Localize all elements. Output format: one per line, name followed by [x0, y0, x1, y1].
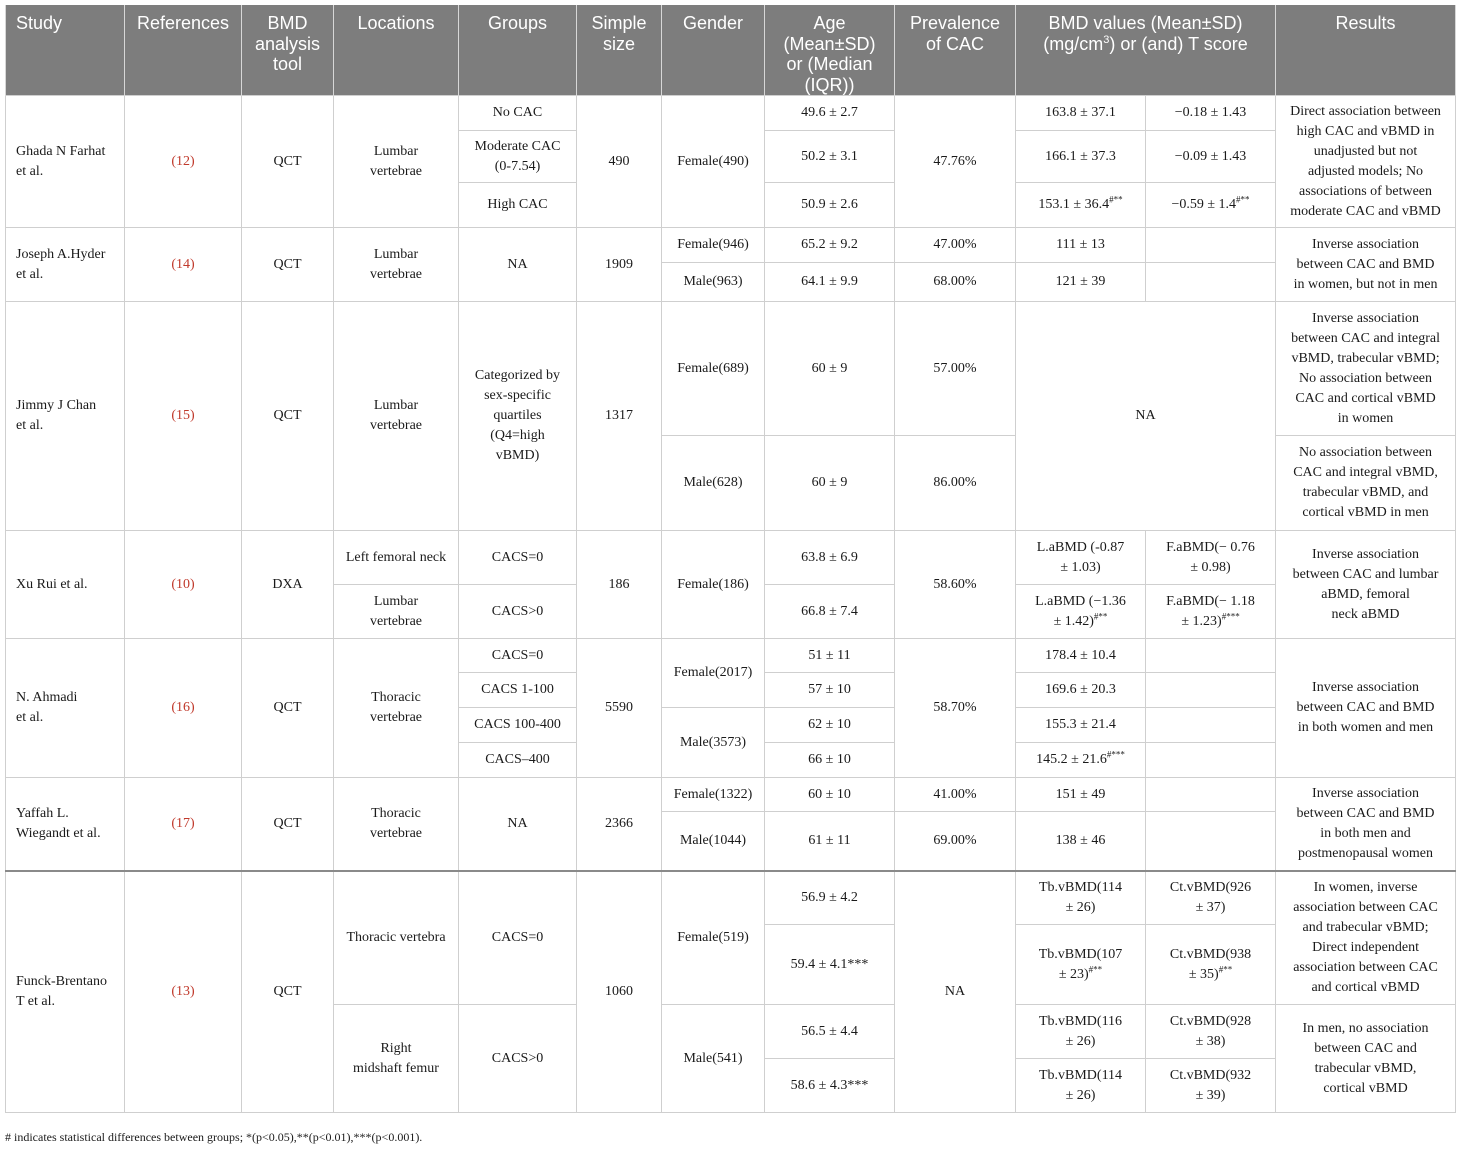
tool-cell: QCT	[242, 228, 334, 302]
group-cell: CACS 100-400	[459, 708, 577, 743]
tool-cell: QCT	[242, 778, 334, 871]
size-cell: 1909	[577, 228, 662, 302]
tscore-cell: Ct.vBMD(928 ± 38)	[1146, 1005, 1276, 1059]
study-cell: Jimmy J Chan et al.	[6, 302, 125, 531]
bmd-cell: 155.3 ± 21.4	[1016, 708, 1146, 743]
col-header-age: Age (Mean±SD) or (Median (IQR))	[765, 5, 895, 96]
location-cell: Thoracic vertebrae	[334, 778, 459, 871]
bmd-cell: 163.8 ± 37.1	[1016, 96, 1146, 131]
group-cell: CACS>0	[459, 585, 577, 639]
tscore-cell: −0.18 ± 1.43	[1146, 96, 1276, 131]
tscore-cell: −0.09 ± 1.43	[1146, 131, 1276, 183]
prevalence-cell: 57.00%	[895, 302, 1016, 436]
reference-link[interactable]: 17	[176, 815, 190, 831]
age-cell: 56.9 ± 4.2	[765, 871, 895, 925]
tscore-cell	[1146, 708, 1276, 743]
bmd-cell: Tb.vBMD(114 ± 26)	[1016, 1059, 1146, 1113]
location-cell: Thoracic vertebra	[334, 871, 459, 1005]
reference-link[interactable]: 15	[176, 408, 190, 423]
result-cell: Inverse association between CAC and BMD in women, but not in men	[1276, 228, 1456, 302]
table-row	[6, 531, 1456, 585]
result-cell: Inverse association between CAC and integral vBMD, trabecular vBMD; No association between CAC and cortical vBMD in women	[1276, 302, 1456, 436]
tool-cell: QCT	[242, 639, 334, 778]
reference-cell: (14)	[125, 228, 242, 302]
location-cell: Thoracic vertebrae	[334, 639, 459, 778]
tscore-cell: Ct.vBMD(926 ± 37)	[1146, 871, 1276, 925]
study-cell: Funck-Brentano T et al.	[6, 871, 125, 1113]
size-cell: 490	[577, 96, 662, 228]
reference-cell: (17)	[125, 778, 242, 871]
age-cell: 65.2 ± 9.2	[765, 228, 895, 263]
table-container	[5, 5, 1455, 1113]
size-cell: 1317	[577, 302, 662, 531]
age-cell: 59.4 ± 4.1***	[765, 925, 895, 1005]
gender-cell: Female(186)	[662, 531, 765, 639]
prevalence-cell: 68.00%	[895, 263, 1016, 302]
prevalence-cell: 58.60%	[895, 531, 1016, 639]
gender-cell: Female(2017)	[662, 639, 765, 708]
age-cell: 56.5 ± 4.4	[765, 1005, 895, 1059]
group-cell: CACS=0	[459, 531, 577, 585]
bmd-cell: 111 ± 13	[1016, 228, 1146, 263]
result-cell: Inverse association between CAC and lumbar aBMD, femoral neck aBMD	[1276, 531, 1456, 639]
tscore-cell: F.aBMD(− 0.76 ± 0.98)	[1146, 531, 1276, 585]
tscore-cell: −0.59 ± 1.4#**	[1146, 183, 1276, 228]
table-row	[6, 639, 1456, 673]
reference-link[interactable]: 16	[176, 700, 190, 715]
gender-cell: Male(628)	[662, 436, 765, 531]
location-cell: Lumbar vertebrae	[334, 228, 459, 302]
tscore-cell: Ct.vBMD(938 ± 35)#**	[1146, 925, 1276, 1005]
result-cell: Inverse association between CAC and BMD in both men and postmenopausal women	[1276, 778, 1456, 871]
gender-cell: Male(3573)	[662, 708, 765, 778]
gender-cell: Female(689)	[662, 302, 765, 436]
group-cell: Categorized by sex-specific quartiles (Q4=high vBMD)	[459, 302, 577, 531]
age-cell: 50.2 ± 3.1	[765, 131, 895, 183]
bmd-cell: Tb.vBMD(114 ± 26)	[1016, 871, 1146, 925]
bmd-cell: 151 ± 49	[1016, 778, 1146, 812]
gender-cell: Female(490)	[662, 96, 765, 228]
col-header-locations: Locations	[334, 5, 459, 96]
header-row	[6, 5, 1456, 96]
prevalence-cell: 86.00%	[895, 436, 1016, 531]
reference-cell: (12)	[125, 96, 242, 228]
age-cell: 51 ± 11	[765, 639, 895, 673]
size-cell: 186	[577, 531, 662, 639]
table-row	[6, 96, 1456, 131]
study-cell: Ghada N Farhat et al.	[6, 96, 125, 228]
tool-cell: QCT	[242, 302, 334, 531]
result-cell: In men, no association between CAC and trabecular vBMD, cortical vBMD	[1276, 1005, 1456, 1113]
gender-cell: Female(519)	[662, 871, 765, 1005]
age-cell: 49.6 ± 2.7	[765, 96, 895, 131]
bmd-cell: Tb.vBMD(107 ± 23)#**	[1016, 925, 1146, 1005]
age-cell: 64.1 ± 9.9	[765, 263, 895, 302]
table-row	[6, 871, 1456, 925]
tscore-cell	[1146, 812, 1276, 871]
bmd-cell: L.aBMD (-0.87 ± 1.03)	[1016, 531, 1146, 585]
reference-cell: (15)	[125, 302, 242, 531]
bmd-cell: 153.1 ± 36.4#**	[1016, 183, 1146, 228]
tscore-cell: F.aBMD(− 1.18 ± 1.23)#***	[1146, 585, 1276, 639]
gender-cell: Male(963)	[662, 263, 765, 302]
bmd-cell: 178.4 ± 10.4	[1016, 639, 1146, 673]
age-cell: 57 ± 10	[765, 673, 895, 708]
location-cell: Left femoral neck	[334, 531, 459, 585]
prevalence-cell: 58.70%	[895, 639, 1016, 778]
tscore-cell	[1146, 673, 1276, 708]
bmd-cell: 138 ± 46	[1016, 812, 1146, 871]
bmd-cell: 166.1 ± 37.3	[1016, 131, 1146, 183]
size-cell: 1060	[577, 871, 662, 1113]
tscore-cell	[1146, 778, 1276, 812]
reference-link[interactable]: 13	[176, 983, 190, 999]
tscore-cell	[1146, 743, 1276, 778]
table-row	[6, 228, 1456, 263]
group-cell: CACS=0	[459, 871, 577, 1005]
age-cell: 62 ± 10	[765, 708, 895, 743]
result-cell: Inverse association between CAC and BMD in both women and men	[1276, 639, 1456, 778]
table-row	[6, 302, 1456, 436]
study-cell: Joseph A.Hyder et al.	[6, 228, 125, 302]
group-cell: CACS 1-100	[459, 673, 577, 708]
size-cell: 2366	[577, 778, 662, 871]
gender-cell: Female(946)	[662, 228, 765, 263]
study-cell: Yaffah L. Wiegandt et al.	[6, 778, 125, 871]
group-cell: High CAC	[459, 183, 577, 228]
reference-cell: (16)	[125, 639, 242, 778]
bmd-cell: L.aBMD (−1.36 ± 1.42)#**	[1016, 585, 1146, 639]
age-cell: 60 ± 10	[765, 778, 895, 812]
group-cell: Moderate CAC (0-7.54)	[459, 131, 577, 183]
bmd-cell: NA	[1016, 302, 1276, 531]
group-cell: CACS=0	[459, 639, 577, 673]
age-cell: 58.6 ± 4.3***	[765, 1059, 895, 1113]
col-header-bmd-values: BMD values (Mean±SD) $(mg/cm^3)$ or (and) T score	[1016, 5, 1276, 96]
bmd-cell: 121 ± 39	[1016, 263, 1146, 302]
age-cell: 66 ± 10	[765, 743, 895, 778]
reference-link[interactable]: 10	[176, 576, 190, 592]
prevalence-cell: 47.76%	[895, 96, 1016, 228]
location-cell: Lumbar vertebrae	[334, 302, 459, 531]
col-header-prevalence: Prevalence of CAC	[895, 5, 1016, 96]
group-cell: CACS–400	[459, 743, 577, 778]
cac-bmd-studies-table	[5, 5, 1456, 1113]
result-cell: No association between CAC and integral vBMD, trabecular vBMD, and cortical vBMD in men	[1276, 436, 1456, 531]
study-cell: Xu Rui et al.	[6, 531, 125, 639]
group-cell: No CAC	[459, 96, 577, 131]
age-cell: 66.8 ± 7.4	[765, 585, 895, 639]
location-cell: Right midshaft femur	[334, 1005, 459, 1113]
col-header-results: Results	[1276, 5, 1456, 96]
reference-link[interactable]: 14	[176, 256, 190, 272]
col-header-references: References	[125, 5, 242, 96]
gender-cell: Female(1322)	[662, 778, 765, 812]
gender-cell: Male(1044)	[662, 812, 765, 871]
col-header-sample-size: Simple size	[577, 5, 662, 96]
bmd-cell: 145.2 ± 21.6#***	[1016, 743, 1146, 778]
tool-cell: DXA	[242, 531, 334, 639]
age-cell: 60 ± 9	[765, 436, 895, 531]
age-cell: 61 ± 11	[765, 812, 895, 871]
age-cell: 60 ± 9	[765, 302, 895, 436]
bmd-cell: 169.6 ± 20.3	[1016, 673, 1146, 708]
prevalence-cell: 47.00%	[895, 228, 1016, 263]
tscore-cell: Ct.vBMD(932 ± 39)	[1146, 1059, 1276, 1113]
tool-cell: QCT	[242, 871, 334, 1113]
reference-cell: (13)	[125, 871, 242, 1113]
age-cell: 50.9 ± 2.6	[765, 183, 895, 228]
group-cell: NA	[459, 228, 577, 302]
col-header-groups: Groups	[459, 5, 577, 96]
gender-cell: Male(541)	[662, 1005, 765, 1113]
tscore-cell	[1146, 263, 1276, 302]
prevalence-cell: 69.00%	[895, 812, 1016, 871]
tscore-cell	[1146, 639, 1276, 673]
table-row	[6, 778, 1456, 812]
location-cell: Lumbar vertebrae	[334, 96, 459, 228]
prevalence-cell: NA	[895, 871, 1016, 1113]
location-cell: Lumbar vertebrae	[334, 585, 459, 639]
tool-cell: QCT	[242, 96, 334, 228]
reference-link[interactable]: 12	[176, 153, 190, 169]
age-cell: 63.8 ± 6.9	[765, 531, 895, 585]
prevalence-cell: 41.00%	[895, 778, 1016, 812]
result-cell: In women, inverse association between CAC and trabecular vBMD; Direct independent association between CAC and cortical vBMD	[1276, 871, 1456, 1005]
group-cell: CACS>0	[459, 1005, 577, 1113]
tscore-cell	[1146, 228, 1276, 263]
size-cell: 5590	[577, 639, 662, 778]
result-cell: Direct association between high CAC and vBMD in unadjusted but not adjusted models; No associations of between moderate CAC and vBMD	[1276, 96, 1456, 228]
col-header-study: Study	[6, 5, 125, 96]
bmd-cell: Tb.vBMD(116 ± 26)	[1016, 1005, 1146, 1059]
col-header-gender: Gender	[662, 5, 765, 96]
group-cell: NA	[459, 778, 577, 871]
table-footnote: # indicates statistical differences between groups; *(p<0.05),**(p<0.01),***(p<0.001).	[5, 1130, 423, 1144]
study-cell: N. Ahmadi et al.	[6, 639, 125, 778]
reference-cell: (10)	[125, 531, 242, 639]
col-header-bmd-tool: BMD analysis tool	[242, 5, 334, 96]
